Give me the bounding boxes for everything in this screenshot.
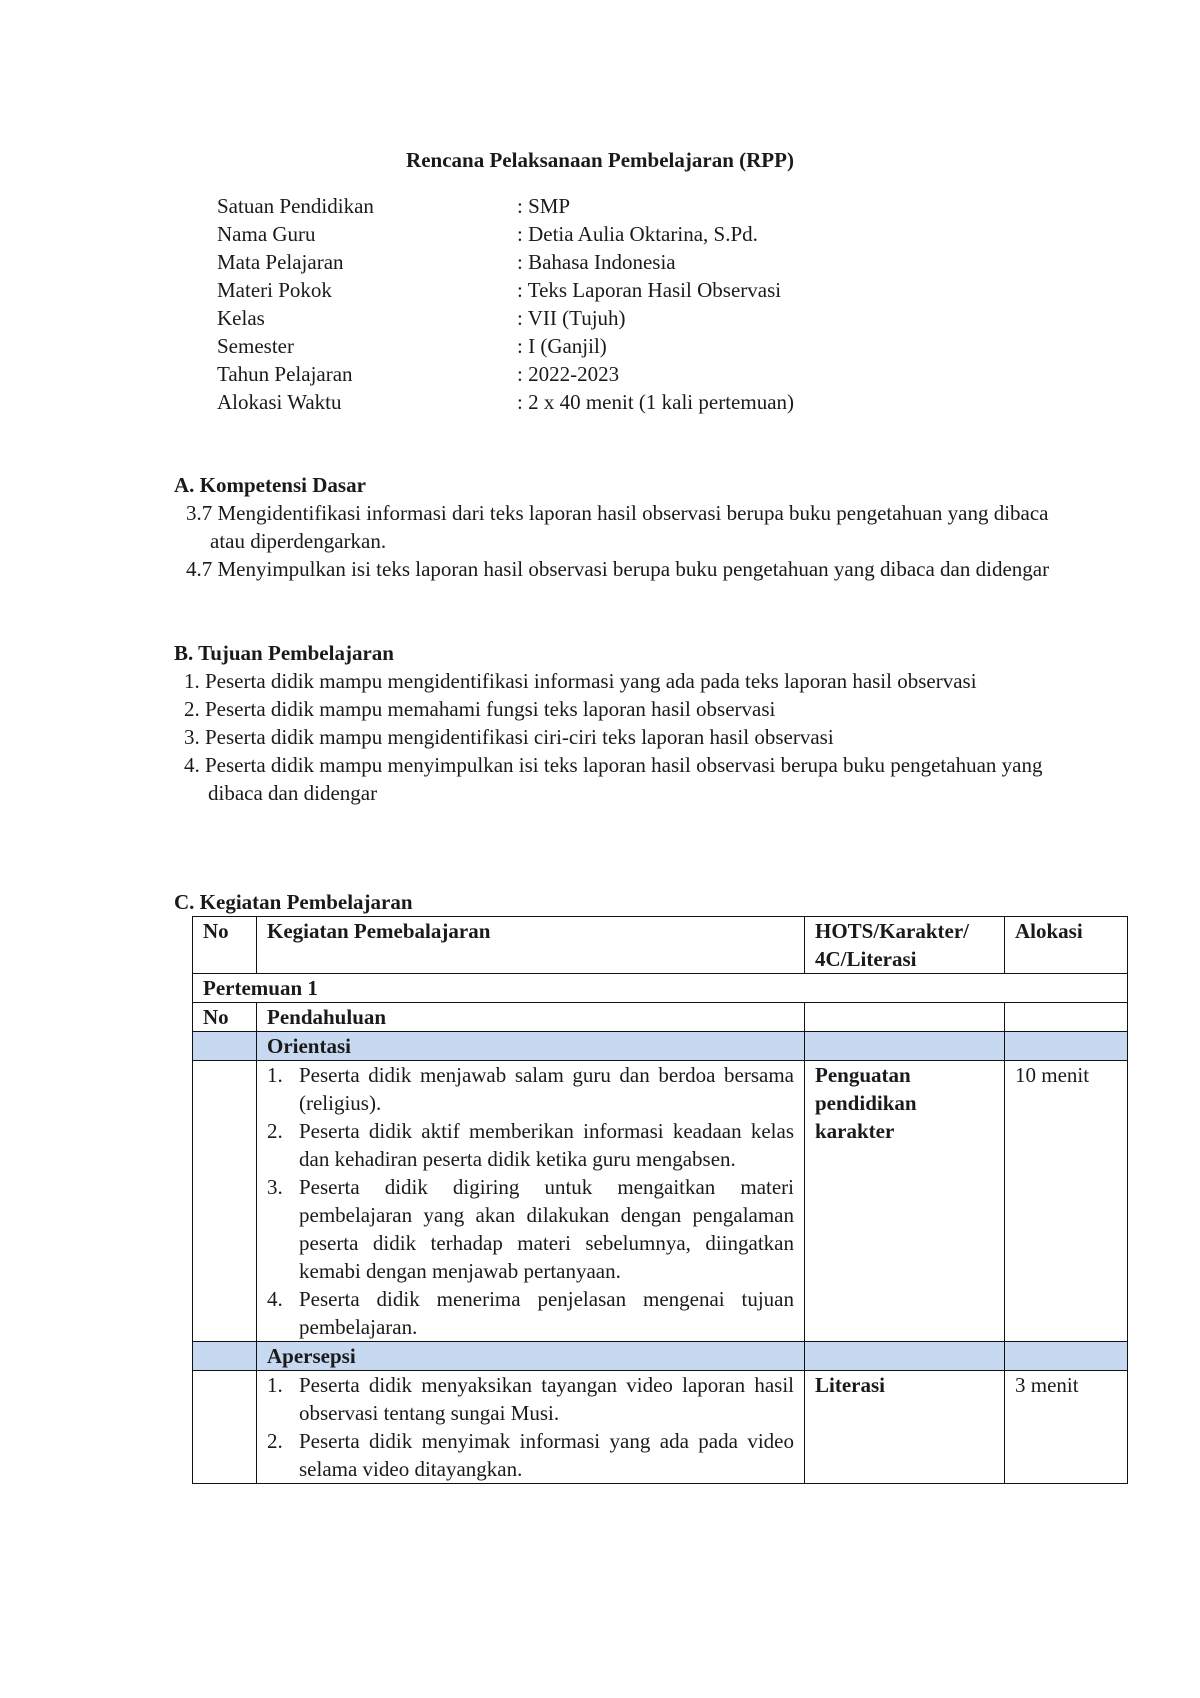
identity-value: : I (Ganjil) [517,334,607,358]
orientasi-label-row [193,1032,1128,1061]
apersepsi-label: Apersepsi [257,1342,805,1371]
orientasi-content-row [193,1061,1128,1342]
list-item-number: 3. [267,1175,283,1199]
table-header-row [193,917,1128,974]
list-item-text: Peserta didik menerima penjelasan mengenai tujuan pembelajaran. [299,1287,794,1339]
list-item-text: Peserta didik aktif memberikan informasi keadaan kelas dan kehadiran peserta didik ketika guru mengabsen. [299,1119,794,1171]
empty-cell [1005,1342,1128,1371]
kompetensi-item: 3.7 Mengidentifikasi informasi dari teks laporan hasil observasi berupa buku pengetahuan yang dibaca atau diperdengarkan. [186,501,1049,553]
identity-label: Satuan Pendidikan [217,194,374,218]
apersepsi-alokasi: 3 menit [1005,1371,1128,1484]
empty-cell [193,1342,257,1371]
empty-cell [805,1003,1005,1032]
identity-label: Nama Guru [217,222,316,246]
list-item [267,1371,794,1427]
identity-label: Alokasi Waktu [217,390,342,414]
identity-row [217,304,794,332]
empty-cell [805,1342,1005,1371]
identity-row [217,220,794,248]
empty-cell [1005,1003,1128,1032]
identity-value: : 2 x 40 menit (1 kali pertemuan) [517,390,795,414]
document-title: Rencana Pelaksanaan Pembelajaran (RPP) [406,148,794,172]
section-a-heading: A. Kompetensi Dasar [174,473,366,497]
pertemuan-row [193,974,1128,1003]
header-alokasi: Alokasi [1005,917,1128,974]
identity-row [217,332,794,360]
orientasi-hots: Penguatan pendidikan karakter [805,1061,1005,1342]
identity-label: Mata Pelajaran [217,250,344,274]
empty-cell [193,1032,257,1061]
subheader-row [193,1003,1128,1032]
section-tujuan-pembelajaran [174,639,1074,807]
orientasi-list [267,1061,794,1341]
tujuan-item: 2. Peserta didik mampu memahami fungsi teks laporan hasil observasi [184,697,776,721]
empty-cell [193,1371,257,1484]
list-item-number: 1. [267,1063,283,1087]
list-item [267,1285,794,1341]
empty-cell [193,1061,257,1342]
list-item [267,1173,794,1285]
section-kegiatan-pembelajaran [174,888,1074,916]
subheader-no: No [193,1003,257,1032]
identity-block [217,192,794,416]
list-item-number: 2. [267,1429,283,1453]
list-item-number: 4. [267,1287,283,1311]
list-item-number: 1. [267,1373,283,1397]
identity-value: : Teks Laporan Hasil Observasi [517,278,782,302]
apersepsi-label-row [193,1342,1128,1371]
identity-value: : SMP [517,194,571,218]
list-item [267,1427,794,1483]
empty-cell [805,1032,1005,1061]
list-item [267,1061,794,1117]
apersepsi-list [267,1371,794,1483]
list-item-text: Peserta didik menyimak informasi yang ada pada video selama video ditayangkan. [299,1429,794,1481]
identity-label: Semester [217,334,294,358]
header-no: No [193,917,257,974]
identity-row [217,192,794,220]
tujuan-item: 4. Peserta didik mampu menyimpulkan isi teks laporan hasil observasi berupa buku pengetahuan yang dibaca dan didengar [184,753,1043,805]
tujuan-item: 1. Peserta didik mampu mengidentifikasi informasi yang ada pada teks laporan hasil observasi [184,669,977,693]
kompetensi-item: 4.7 Menyimpulkan isi teks laporan hasil observasi berupa buku pengetahuan yang dibaca dan didengar [186,557,1050,581]
identity-value: : Detia Aulia Oktarina, S.Pd. [517,222,758,246]
header-hots: HOTS/Karakter/ 4C/Literasi [805,917,1005,974]
apersepsi-hots: Literasi [805,1371,1005,1484]
list-item-text: Peserta didik digiring untuk mengaitkan materi pembelajaran yang akan dilakukan dengan pengalaman peserta didik terhadap materi sebelumnya, diingatkan kemabi dengan menjawab pertanyaan. [299,1175,794,1283]
identity-row [217,388,794,416]
section-c-heading: C. Kegiatan Pembelajaran [174,890,413,914]
tujuan-item: 3. Peserta didik mampu mengidentifikasi ciri-ciri teks laporan hasil observasi [184,725,834,749]
list-item [267,1117,794,1173]
kegiatan-table [192,916,1128,1484]
identity-value: : Bahasa Indonesia [517,250,676,274]
identity-value: : VII (Tujuh) [517,306,626,330]
section-b-heading: B. Tujuan Pembelajaran [174,641,394,665]
orientasi-activities [257,1061,805,1342]
empty-cell [1005,1032,1128,1061]
pertemuan-label: Pertemuan 1 [193,974,1128,1003]
list-item-text: Peserta didik menyaksikan tayangan video laporan hasil observasi tentang sungai Musi. [299,1373,794,1425]
identity-label: Kelas [217,306,265,330]
list-item-number: 2. [267,1119,283,1143]
identity-row [217,276,794,304]
section-kompetensi-dasar [174,471,1074,583]
identity-row [217,360,794,388]
identity-value: : 2022-2023 [517,362,620,386]
orientasi-label: Orientasi [257,1032,805,1061]
subheader-kegiatan: Pendahuluan [257,1003,805,1032]
identity-label: Materi Pokok [217,278,332,302]
apersepsi-content-row [193,1371,1128,1484]
identity-row [217,248,794,276]
apersepsi-activities [257,1371,805,1484]
list-item-text: Peserta didik menjawab salam guru dan berdoa bersama (religius). [299,1063,794,1115]
identity-label: Tahun Pelajaran [217,362,353,386]
header-kegiatan: Kegiatan Pemebalajaran [257,917,805,974]
orientasi-alokasi: 10 menit [1005,1061,1128,1342]
